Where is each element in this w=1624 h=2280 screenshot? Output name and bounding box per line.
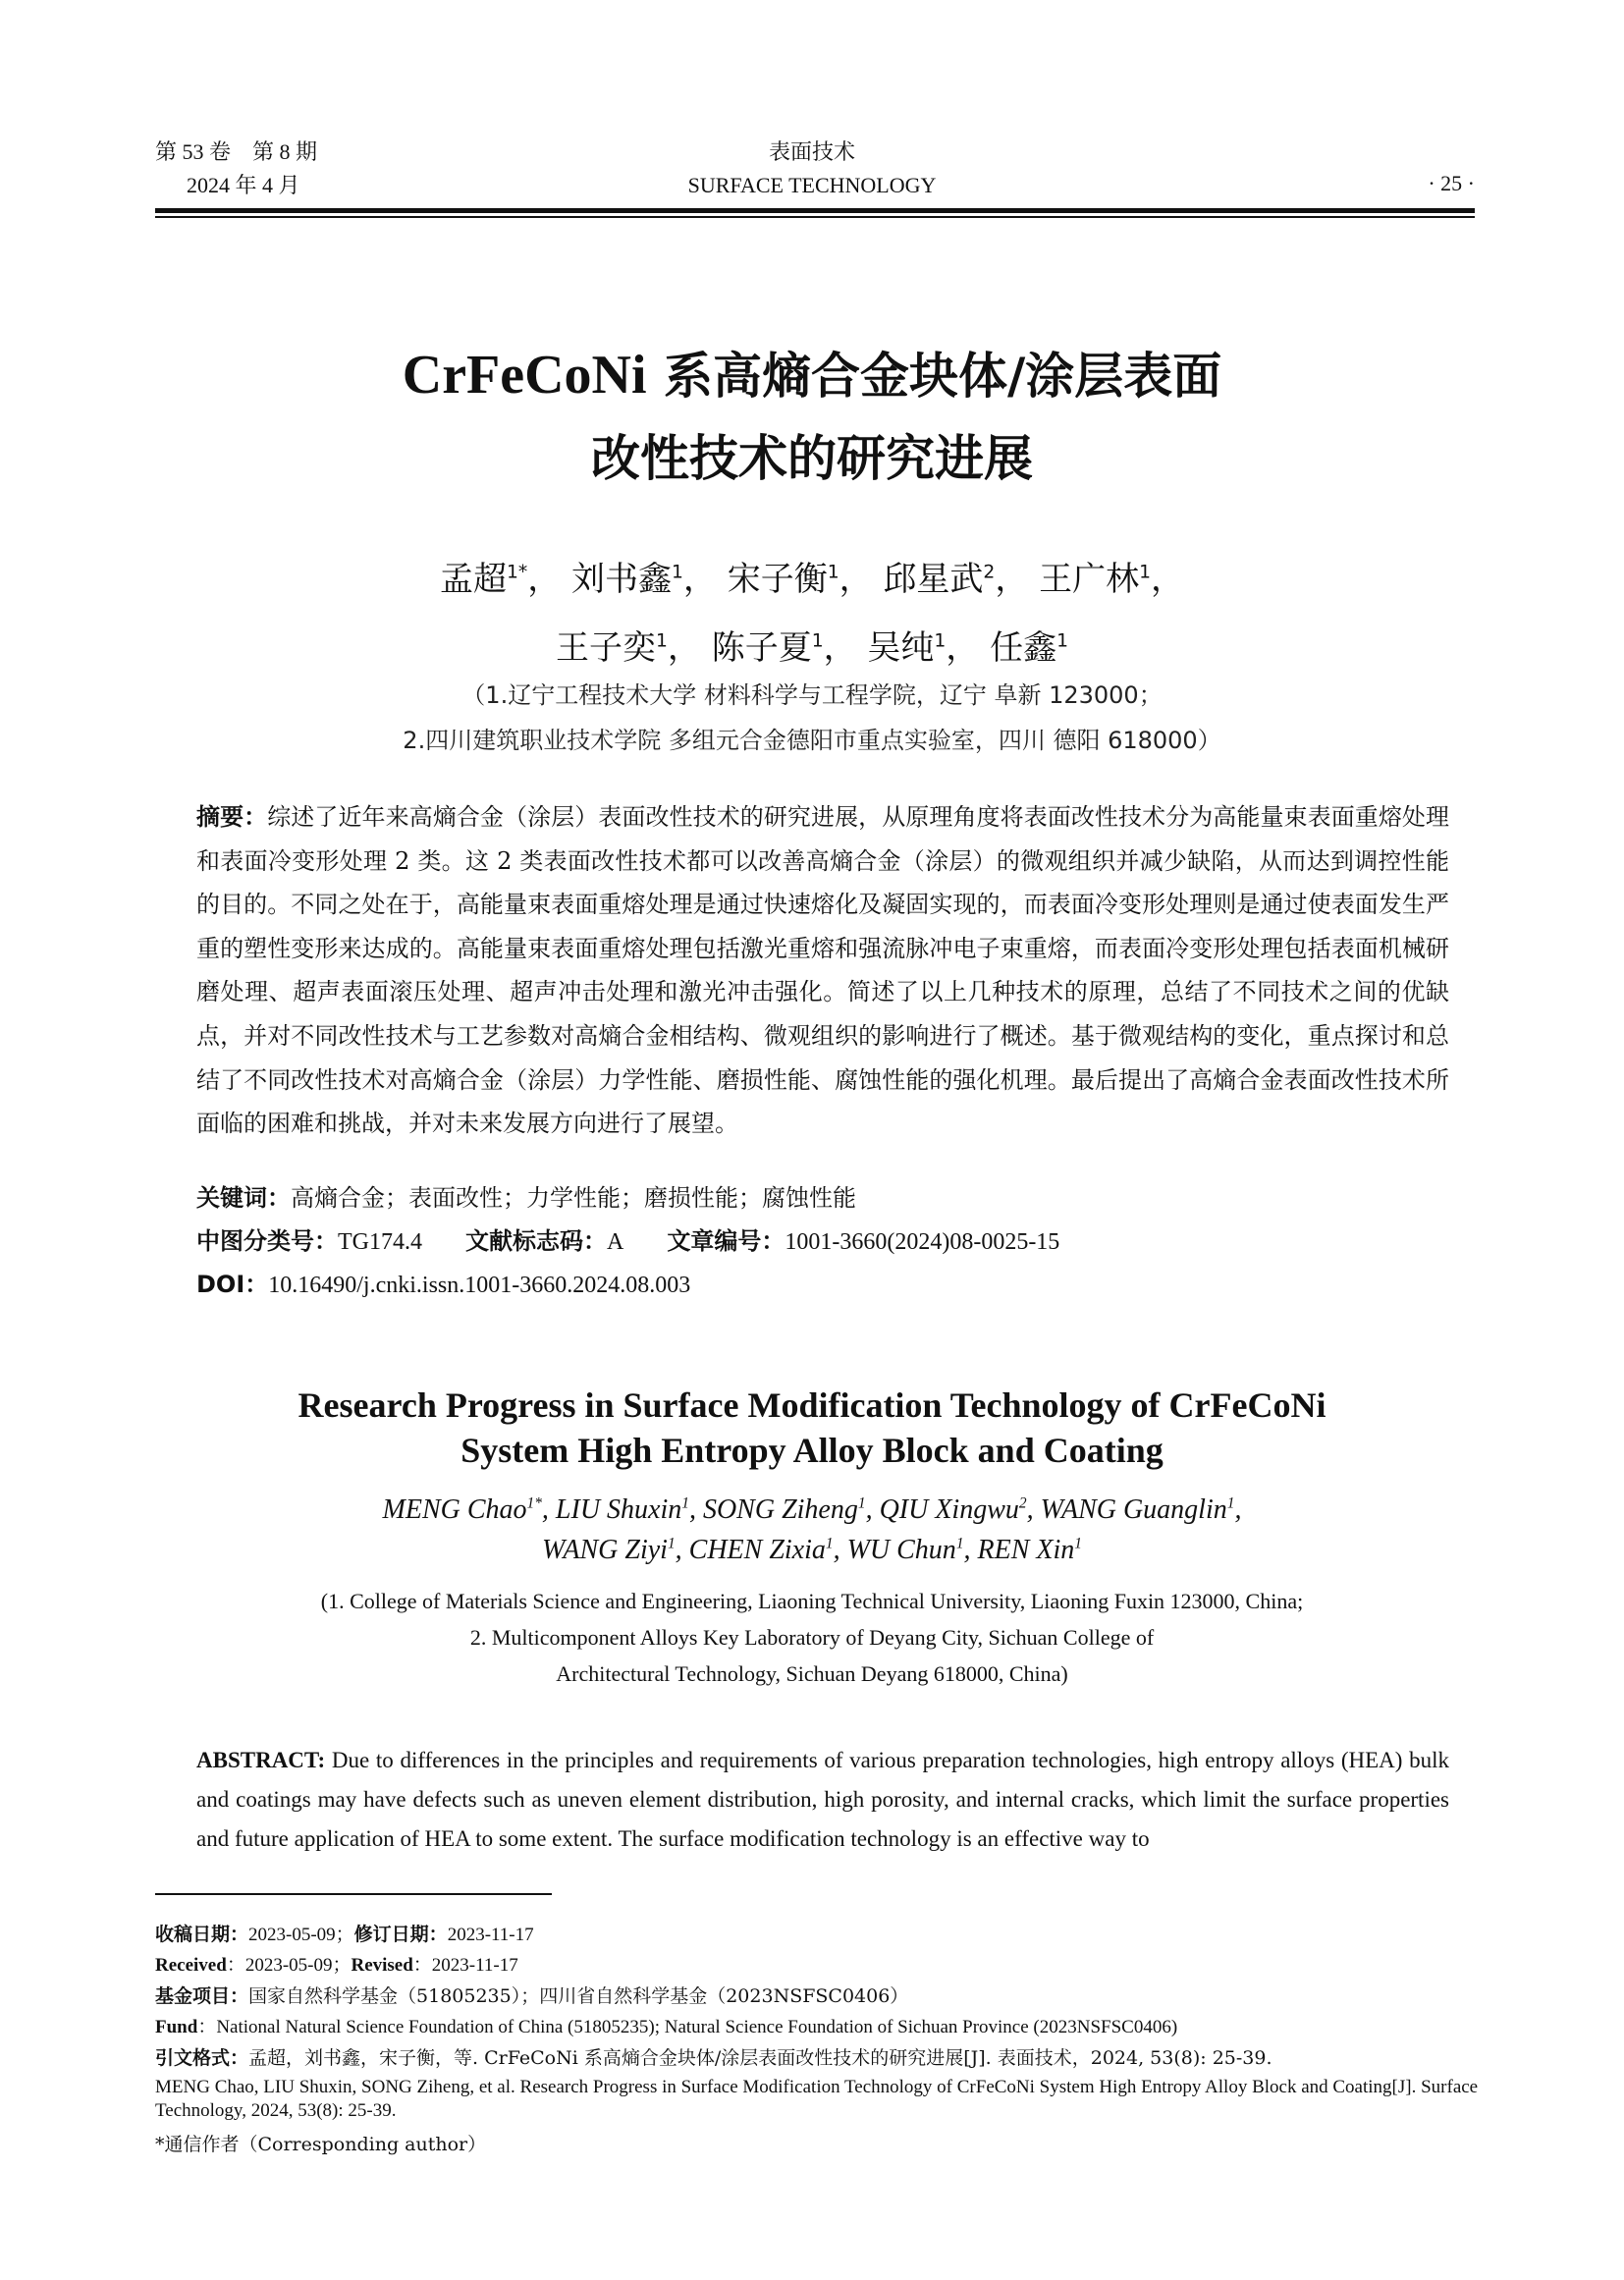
fund-en-label: Fund bbox=[155, 2017, 198, 2037]
title-cn-latin: CrFeCoNi bbox=[402, 345, 647, 406]
author-cn: 王子奕 bbox=[556, 628, 656, 668]
author-mark: 1 bbox=[672, 562, 683, 583]
footnote-rule bbox=[155, 1893, 552, 1895]
affiliation-en-1: (1. College of Materials Science and Engineering, Liaoning Technical University, Liaoning Fuxin 123000, China; bbox=[320, 1589, 1304, 1613]
keywords-label: 关键词： bbox=[196, 1184, 291, 1212]
doc-code-value: A bbox=[607, 1229, 624, 1255]
author-cn: 宋子衡 bbox=[727, 560, 828, 599]
author-mark: 1 bbox=[1226, 1494, 1235, 1512]
author-mark: 1 bbox=[667, 1535, 676, 1552]
author-cn: 王广林 bbox=[1039, 560, 1140, 599]
page-number: · 25 · bbox=[1428, 171, 1475, 195]
title-cn-line-2: 改性技术的研究进展 bbox=[591, 430, 1033, 487]
classification-line bbox=[196, 1221, 1059, 1256]
affiliation-en-2: 2. Multicomponent Alloys Key Laboratory of Deyang City, Sichuan College of bbox=[469, 1625, 1155, 1650]
affiliation-cn-2: 2.四川建筑职业技术学院 多组元合金德阳市重点实验室，四川 德阳 618000） bbox=[403, 727, 1221, 754]
author-mark: 1 bbox=[811, 630, 824, 652]
author-en: SONG Ziheng bbox=[702, 1494, 858, 1525]
author-cn: 孟超 bbox=[439, 560, 507, 599]
author-list-en bbox=[0, 1490, 1624, 1570]
title-en-line-1: Research Progress in Surface Modification Technology of CrFeCoNi bbox=[298, 1385, 1326, 1425]
title-en-line-2: System High Entropy Alloy Block and Coating bbox=[460, 1431, 1164, 1470]
title-cn-line-1-rest: 系高熵合金块体/涂层表面 bbox=[646, 348, 1222, 405]
abstract-cn-label: 摘要： bbox=[196, 803, 268, 831]
footnote-citation-cn bbox=[155, 2046, 1272, 2071]
revised-cn-label: 修订日期： bbox=[353, 1924, 448, 1945]
author-mark: 1 bbox=[825, 1535, 834, 1552]
doi-line bbox=[196, 1265, 690, 1299]
author-cn: 任鑫 bbox=[990, 628, 1057, 668]
running-header bbox=[0, 0, 1624, 226]
issue-date: 2024 年 4 月 bbox=[187, 173, 300, 197]
author-cn: 邱星武 bbox=[883, 560, 984, 599]
received-en-label: Received bbox=[155, 1955, 227, 1976]
abstract-en bbox=[196, 1741, 1449, 1859]
footnote-dates-en bbox=[155, 1954, 518, 1978]
author-en: WANG Ziyi bbox=[542, 1535, 668, 1565]
author-line-cn-1: 孟超$^{1*}$， 刘书鑫$^1$， 宋子衡$^1$， 邱星武$^2$， 王广林$^1$， bbox=[439, 560, 1185, 599]
author-line-cn-2: 王子奕$^1$， 陈子夏$^1$， 吴纯$^1$， 任鑫$^1$ bbox=[556, 628, 1068, 668]
author-mark: 1 bbox=[1056, 630, 1068, 652]
abstract-en-text: Due to differences in the principles and requirements of various preparation technologies, high entropy alloys (HEA) bulk and coatings may have defects such as uneven element distribution, high porosity, and internal cracks, which limit the surface properties and future application of HEA to some extent. The surface modification technology is an effective way to bbox=[196, 1748, 1449, 1851]
doi-value[interactable]: 10.16490/j.cnki.issn.1001-3660.2024.08.003 bbox=[268, 1273, 691, 1298]
header-rule-thin bbox=[155, 216, 1475, 218]
author-mark: 1* bbox=[506, 562, 528, 583]
author-mark: 1 bbox=[681, 1494, 689, 1512]
article-title-cn bbox=[0, 334, 1624, 500]
received-cn-label: 收稿日期： bbox=[155, 1924, 249, 1945]
keywords-cn bbox=[196, 1178, 856, 1213]
article-number-value: 1001-3660(2024)08-0025-15 bbox=[785, 1229, 1060, 1255]
revised-en-value: ：2023-11-17 bbox=[412, 1955, 518, 1976]
received-en-value: ：2023-05-09； bbox=[226, 1955, 352, 1976]
affiliation-cn-1: （1.辽宁工程技术大学 材料科学与工程学院，辽宁 阜新 123000； bbox=[461, 681, 1163, 709]
author-line-en-1: MENG Chao$^{1*}$, LIU Shuxin$^1$, SONG Ziheng$^1$, QIU Xingwu$^2$, WANG Guanglin$^1$, bbox=[382, 1494, 1242, 1525]
author-en: QIU Xingwu bbox=[879, 1494, 1019, 1525]
fund-cn-value: 国家自然科学基金（51805235）；四川省自然科学基金（2023NSFSC0406） bbox=[248, 1985, 909, 2007]
footnote-dates-cn bbox=[155, 1923, 534, 1947]
revised-cn-value: 2023-11-17 bbox=[447, 1925, 534, 1945]
author-mark: 1* bbox=[526, 1494, 542, 1512]
citation-cn-label: 引文格式： bbox=[155, 2047, 249, 2069]
doc-code-label: 文献标志码： bbox=[465, 1227, 607, 1255]
fund-en-value: ：National Natural Science Foundation of China (51805235); Natural Science Foundation of Sichuan Province (2023NSFSC0406) bbox=[197, 2017, 1178, 2037]
author-line-en-2: WANG Ziyi$^1$, CHEN Zixia$^1$, WU Chun$^1$, REN Xin$^1$ bbox=[542, 1535, 1082, 1565]
author-en: REN Xin bbox=[977, 1535, 1075, 1565]
author-en: WU Chun bbox=[846, 1535, 956, 1565]
title-cn-line-1 bbox=[0, 334, 1624, 417]
footnote-citation-en bbox=[155, 2076, 1490, 2123]
affiliations-en bbox=[0, 1583, 1624, 1692]
author-en: WANG Guanglin bbox=[1040, 1494, 1227, 1525]
author-list-cn bbox=[0, 545, 1624, 682]
author-mark: 1 bbox=[1139, 562, 1152, 583]
header-rule-thick bbox=[155, 208, 1475, 213]
citation-cn-value: 孟超，刘书鑫，宋子衡，等. CrFeCoNi 系高熵合金块体/涂层表面改性技术的研究进展[J]. 表面技术，2024, 53(8): 25-39. bbox=[248, 2047, 1272, 2069]
journal-name-en: SURFACE TECHNOLOGY bbox=[687, 173, 937, 197]
author-cn: 吴纯 bbox=[867, 628, 935, 668]
author-mark: 1 bbox=[827, 562, 839, 583]
abstract-en-label: ABSTRACT: bbox=[196, 1748, 326, 1772]
abstract-cn-text: 综述了近年来高熵合金（涂层）表面改性技术的研究进展，从原理角度将表面改性技术分为高能量束表面重熔处理和表面冷变形处理 2 类。这 2 类表面改性技术都可以改善高熵合金（涂层）的微观组织并减少缺陷，从而达到调控性能的目的。不同之处在于，高能量束表面重熔处理是通过快速熔化及凝固实现的，而表面冷变形处理则是通过使表面发生严重的塑性变形来达成的。高能量束表面重熔处理包括激光重熔和强流脉冲电子束重熔，而表面冷变形处理包括表面机械研磨处理、超声表面滚压处理、超声冲击处理和激光冲击强化。简述了以上几种技术的原理，总结了不同技术之间的优缺点，并对不同改性技术与工艺参数对高熵合金相结构、微观组织的影响进行了概述。基于微观结构的变化，重点探讨和总结了不同改性技术对高熵合金（涂层）力学性能、磨损性能、腐蚀性能的强化机理。最后提出了高熵合金表面改性技术所面临的困难和挑战，并对未来发展方向进行了展望。 bbox=[196, 803, 1449, 1138]
citation-en-value: MENG Chao, LIU Shuxin, SONG Ziheng, et al. Research Progress in Surface Modification Technology of CrFeCoNi System High Entropy Alloy Block and Coating[J]. Surface Technology, 2024, 53(8): 25-39. bbox=[155, 2077, 1479, 2121]
footnote-fund-cn bbox=[155, 1984, 908, 2009]
corresponding-author-note: *通信作者（Corresponding author） bbox=[155, 2134, 487, 2155]
author-mark: 1 bbox=[1074, 1535, 1082, 1552]
author-en: CHEN Zixia bbox=[688, 1535, 826, 1565]
article-number-label: 文章编号： bbox=[667, 1227, 785, 1255]
keywords-text: 高熵合金；表面改性；力学性能；磨损性能；腐蚀性能 bbox=[291, 1184, 856, 1212]
volume-issue: 第 53 卷 第 8 期 bbox=[155, 139, 318, 164]
journal-name bbox=[0, 136, 1624, 202]
author-mark: 2 bbox=[983, 562, 996, 583]
author-en: LIU Shuxin bbox=[555, 1494, 682, 1525]
author-mark: 1 bbox=[955, 1535, 964, 1552]
received-cn-value: 2023-05-09； bbox=[248, 1925, 354, 1945]
author-cn: 陈子夏 bbox=[711, 628, 812, 668]
author-mark: 1 bbox=[857, 1494, 866, 1512]
journal-name-cn: 表面技术 bbox=[768, 139, 855, 164]
author-mark: 1 bbox=[934, 630, 947, 652]
author-mark: 2 bbox=[1018, 1494, 1027, 1512]
abstract-cn bbox=[196, 795, 1449, 1146]
article-title-en bbox=[0, 1383, 1624, 1473]
affiliation-en-3: Architectural Technology, Sichuan Deyang 618000, China) bbox=[556, 1661, 1068, 1686]
author-mark: 1 bbox=[656, 630, 668, 652]
affiliations-cn bbox=[0, 673, 1624, 763]
author-en: MENG Chao bbox=[382, 1494, 527, 1525]
clc-value: TG174.4 bbox=[338, 1229, 422, 1255]
doi-label: DOI： bbox=[196, 1271, 269, 1298]
revised-en-label: Revised bbox=[351, 1955, 413, 1976]
clc-label: 中图分类号： bbox=[196, 1227, 338, 1255]
footnote-fund-en bbox=[155, 2016, 1177, 2039]
footnote-corresponding bbox=[155, 2133, 486, 2157]
author-cn: 刘书鑫 bbox=[571, 560, 673, 599]
fund-cn-label: 基金项目： bbox=[155, 1985, 249, 2007]
